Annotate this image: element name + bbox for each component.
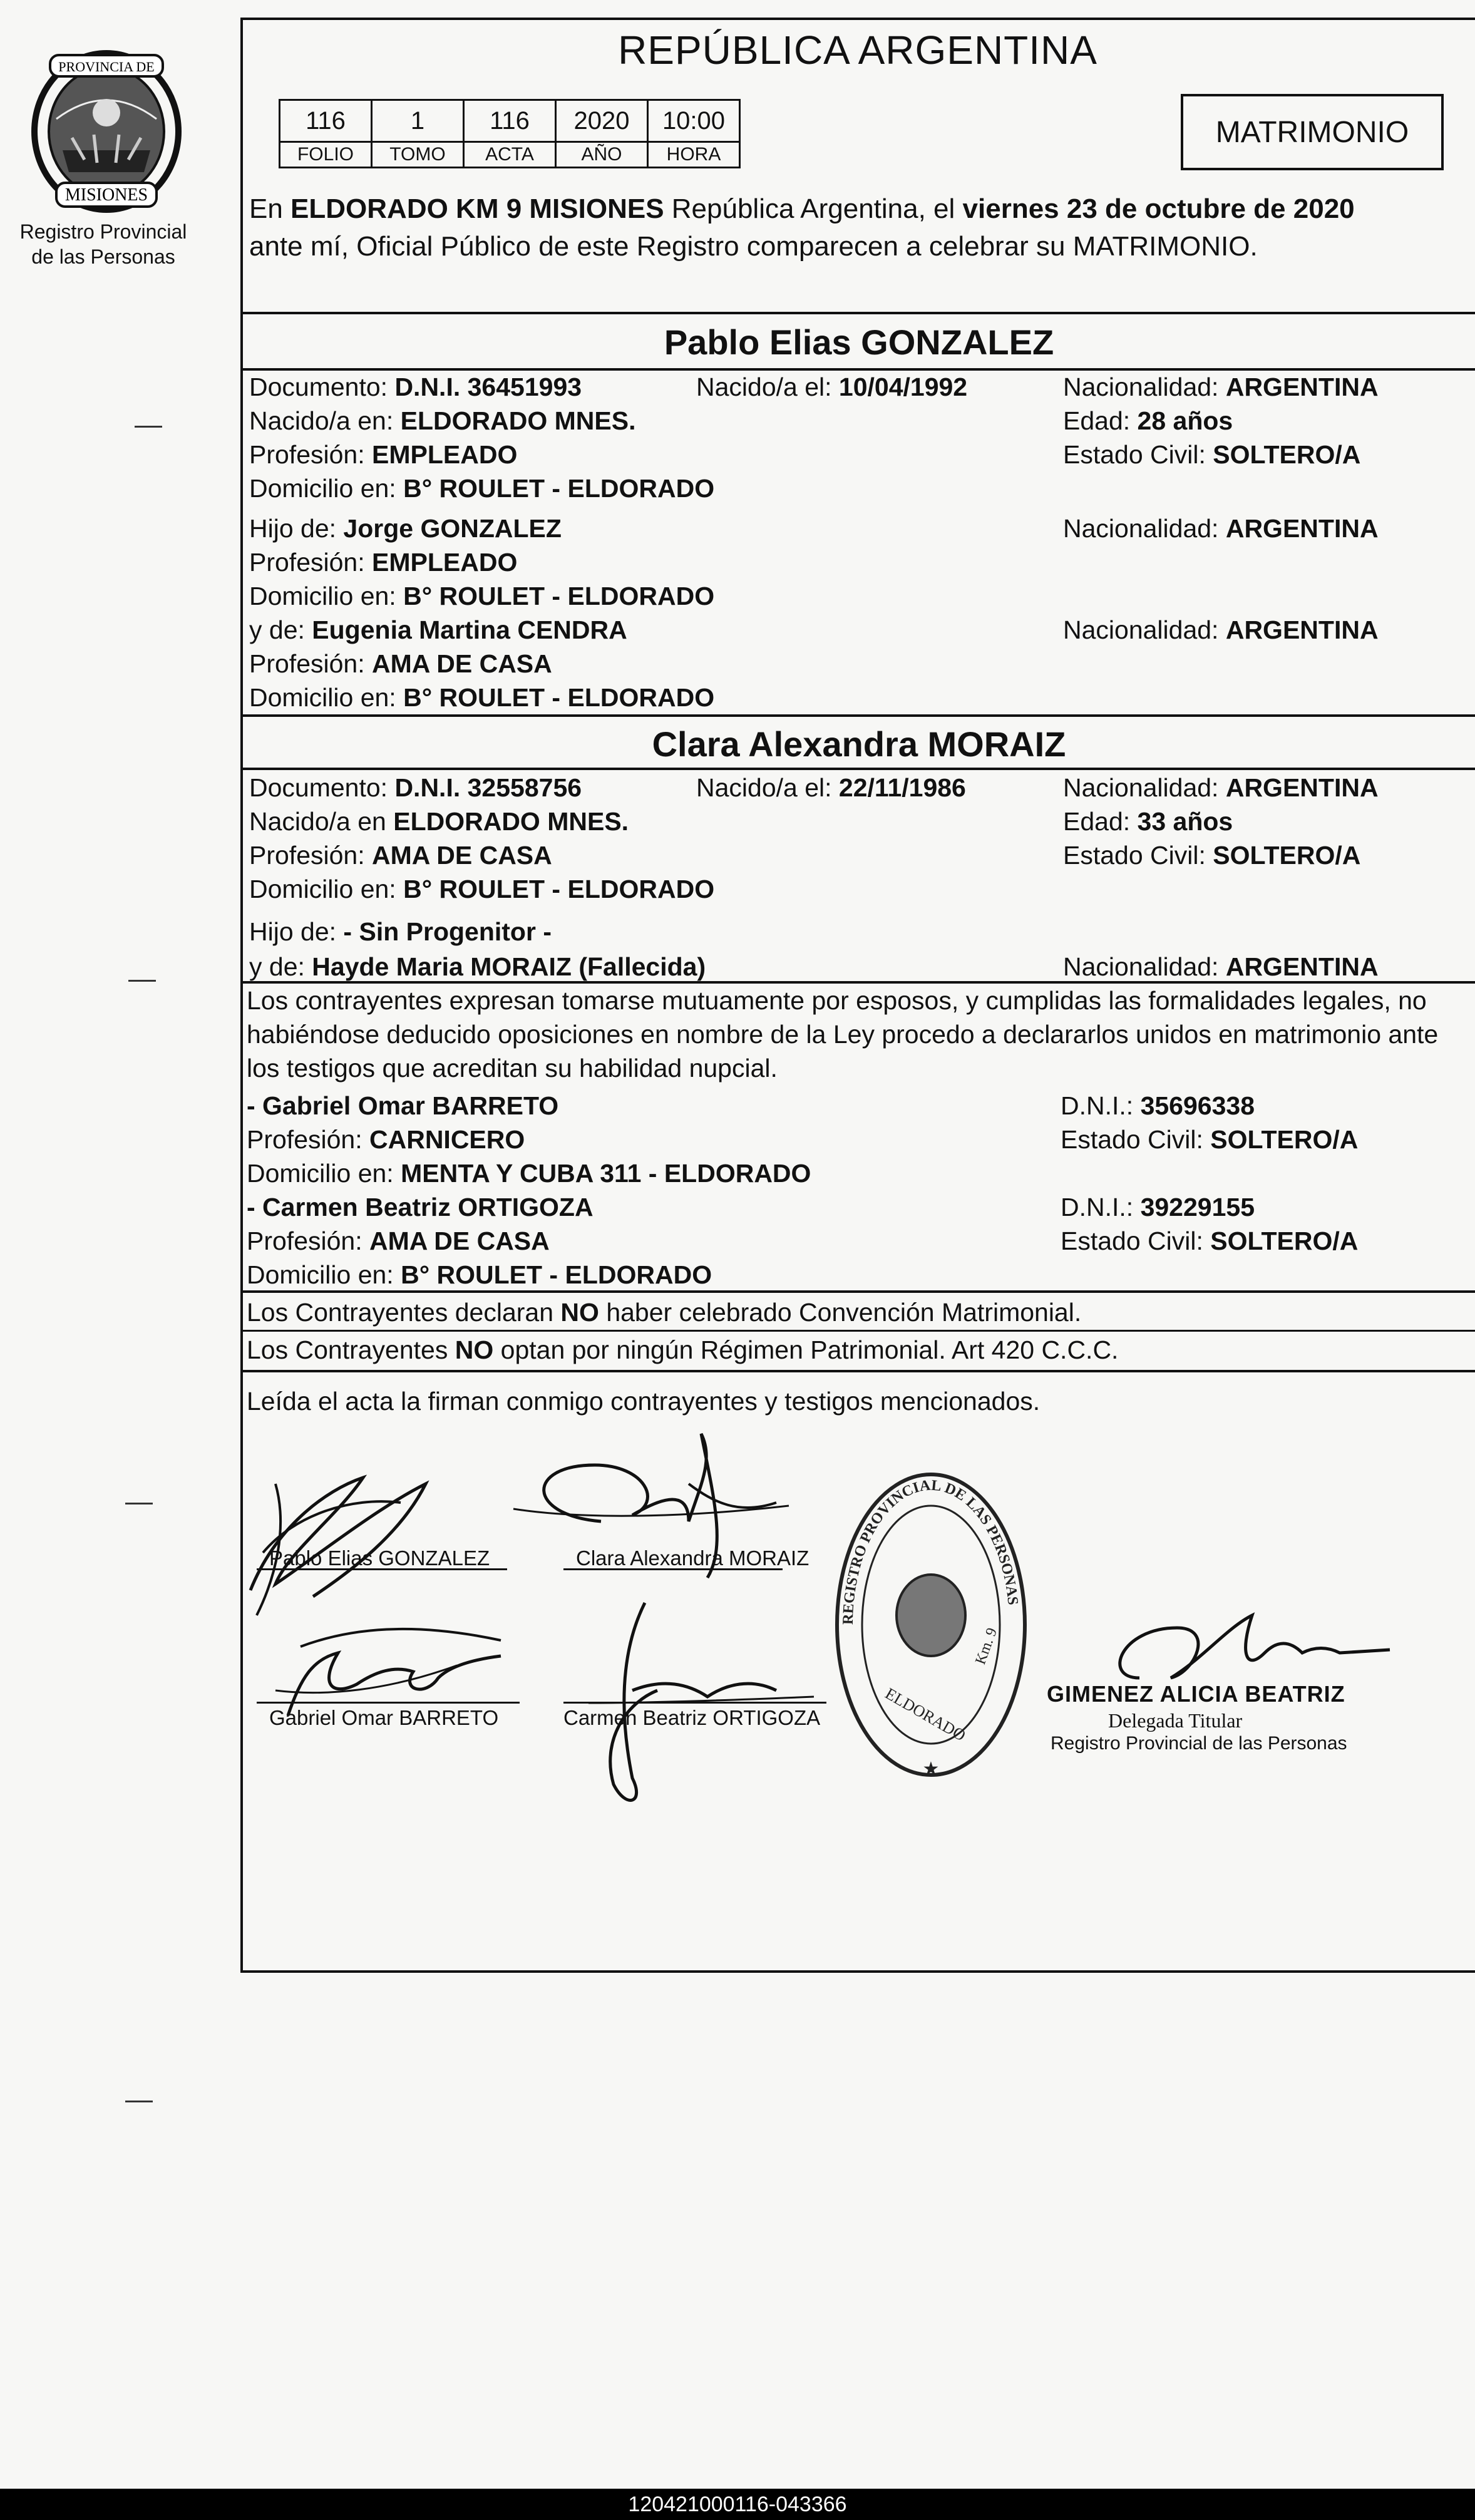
margin-mark [128,980,156,982]
hora-label: HORA [648,142,740,168]
official-seal-icon [828,1459,1034,1791]
c2-domicilio: Domicilio en: B° ROULET - ELDORADO [249,875,715,903]
c1-padre: Hijo de: Jorge GONZALEZ [249,514,562,543]
logo-ring-bottom: MISIONES [64,185,148,205]
page-title: REPÚBLICA ARGENTINA [618,28,1097,73]
declaracion-line-2: habiéndose deducido oposiciones en nombre de la Ley procedo a declararlos unidos en matrimonio ante [247,1020,1439,1049]
logo-caption-line-2: de las Personas [31,245,175,268]
testigo-1-dni: D.N.I.: 35696338 [1061,1091,1255,1120]
c2-profesion: Profesión: AMA DE CASA [249,841,552,870]
c1-nacido-el: Nacido/a el: 10/04/1992 [696,373,968,401]
c1-domicilio: Domicilio en: B° ROULET - ELDORADO [249,474,715,503]
anio-label: AÑO [556,142,648,168]
signature-line [563,1702,826,1704]
logo-caption [0,219,207,269]
margin-mark [125,2101,153,2102]
logo-caption-line-1: Registro Provincial [19,220,187,243]
c1-padre-profesion: Profesión: EMPLEADO [249,548,518,577]
provincia-misiones-coat-of-arms-icon [25,44,188,219]
c2-documento: Documento: D.N.I. 32558756 [249,773,582,802]
c1-profesion: Profesión: EMPLEADO [249,440,518,469]
anio-value: 2020 [556,100,648,142]
testigo-2-profesion: Profesión: AMA DE CASA [247,1227,550,1255]
c1-madre-domicilio: Domicilio en: B° ROULET - ELDORADO [249,683,715,712]
convencion-line-1: Los Contrayentes declaran NO haber celebrado Convención Matrimonial. [247,1298,1082,1327]
testigo-1-estado: Estado Civil: SOLTERO/A [1061,1125,1359,1154]
signature-name-t1: Gabriel Omar BARRETO [269,1706,499,1729]
seal-star-icon: ★ [922,1759,940,1779]
intro-lugar: ELDORADO KM 9 MISIONES [290,193,664,224]
c2-estado-civil: Estado Civil: SOLTERO/A [1063,841,1361,870]
intro-line-2: ante mí, Oficial Público de este Registro comparecen a celebrar su MATRIMONIO. [249,231,1258,262]
footer-document-code: 120421000116-043366 [628,2492,847,2516]
signature-name-c2: Clara Alexandra MORAIZ [576,1546,809,1570]
registro-table [279,99,741,168]
testigo-2-nombre: - Carmen Beatriz ORTIGOZA [247,1193,594,1221]
testigo-1-domicilio: Domicilio en: MENTA Y CUBA 311 - ELDORADO [247,1159,811,1188]
cierre-text: Leída el acta la firman conmigo contrayentes y testigos mencionados. [247,1387,1041,1416]
c2-nacionalidad: Nacionalidad: ARGENTINA [1063,773,1379,802]
divider [243,1290,1475,1293]
convencion-line-2: Los Contrayentes NO optan por ningún Régimen Patrimonial. Art 420 C.C.C. [247,1335,1119,1364]
oficial-cargo: Delegada Titular [1108,1709,1243,1732]
tomo-label: TOMO [372,142,464,168]
signature-oficial-icon [1102,1603,1396,1690]
c1-madre-profesion: Profesión: AMA DE CASA [249,649,552,678]
folio-label: FOLIO [280,142,372,168]
acta-type-badge: MATRIMONIO [1181,94,1444,170]
acta-label: ACTA [464,142,556,168]
hora-value: 10:00 [648,100,740,142]
intro-line-1: En ELDORADO KM 9 MISIONES República Argentina, el viernes 23 de octubre de 2020 [249,193,1355,224]
c2-madre-nacionalidad: Nacionalidad: ARGENTINA [1063,952,1379,981]
signature-testigo-2-icon [551,1578,833,1816]
testigo-2-domicilio: Domicilio en: B° ROULET - ELDORADO [247,1260,712,1289]
divider [243,768,1475,770]
margin-mark [135,426,162,428]
testigo-2-estado: Estado Civil: SOLTERO/A [1061,1227,1359,1255]
divider [243,1370,1475,1372]
acta-value: 116 [464,100,556,142]
c1-padre-nacionalidad: Nacionalidad: ARGENTINA [1063,514,1379,543]
divider [243,714,1475,717]
c1-nacionalidad: Nacionalidad: ARGENTINA [1063,373,1379,401]
divider [243,312,1475,314]
seal-center-text: ELDORADO [882,1684,969,1745]
c2-edad: Edad: 33 años [1063,807,1233,836]
c1-madre-nacionalidad: Nacionalidad: ARGENTINA [1063,615,1379,644]
signature-name-c1: Pablo Elias GONZALEZ [269,1546,490,1570]
c1-estado-civil: Estado Civil: SOLTERO/A [1063,440,1361,469]
c2-nacido-el: Nacido/a el: 22/11/1986 [696,773,966,802]
divider [243,1330,1475,1332]
testigo-1-profesion: Profesión: CARNICERO [247,1125,525,1154]
c2-madre: y de: Hayde Maria MORAIZ (Fallecida) [249,952,706,981]
divider [243,981,1475,984]
c1-madre: y de: Eugenia Martina CENDRA [249,615,627,644]
tomo-value: 1 [372,100,464,142]
c2-nacido-en: Nacido/a en ELDORADO MNES. [249,807,629,836]
seal-km-text: Km. 9 [972,1625,1001,1667]
declaracion-line-3: los testigos que acreditan su habilidad nupcial. [247,1054,778,1083]
signature-line [257,1702,520,1704]
logo-ring-top: PROVINCIA DE [58,59,155,75]
contrayente-1-name: Pablo Elias GONZALEZ [664,322,1054,362]
folio-value: 116 [280,100,372,142]
declaracion-line-1: Los contrayentes expresan tomarse mutuamente por esposos, y cumplidas las formalidades legales, no [247,986,1427,1015]
oficial-registro: Registro Provincial de las Personas [1051,1733,1347,1754]
seal-ring-text: REGISTRO PROVINCIAL DE LAS PERSONAS [840,1477,1021,1625]
c1-nacido-en: Nacido/a en: ELDORADO MNES. [249,406,636,435]
signature-name-t2: Carmen Beatriz ORTIGOZA [563,1706,821,1729]
contrayente-2-name: Clara Alexandra MORAIZ [652,724,1066,764]
c1-edad: Edad: 28 años [1063,406,1233,435]
c1-padre-domicilio: Domicilio en: B° ROULET - ELDORADO [249,582,715,610]
testigo-2-dni: D.N.I.: 39229155 [1061,1193,1255,1221]
intro-fecha: viernes 23 de octubre de 2020 [962,193,1355,224]
oficial-nombre: GIMENEZ ALICIA BEATRIZ [1047,1681,1345,1707]
testigo-1-nombre: - Gabriel Omar BARRETO [247,1091,559,1120]
margin-mark [125,1503,153,1504]
c2-padre: Hijo de: - Sin Progenitor - [249,917,552,946]
c1-documento: Documento: D.N.I. 36451993 [249,373,582,401]
